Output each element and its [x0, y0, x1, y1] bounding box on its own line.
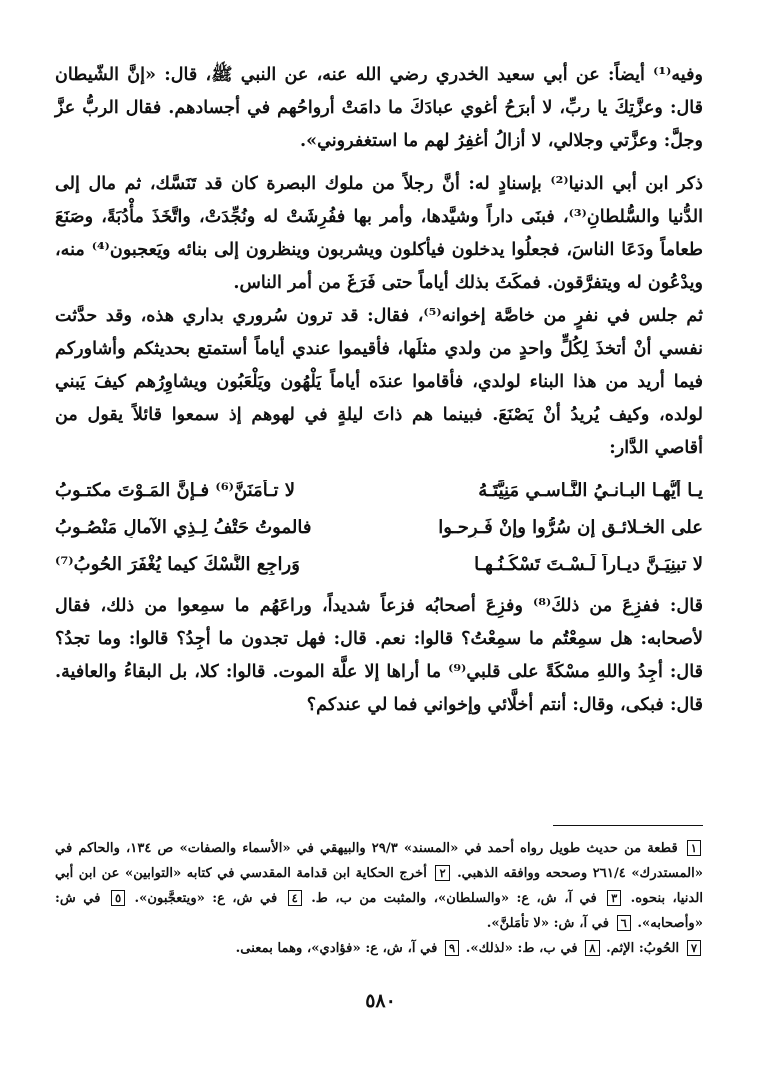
footnote-number: ٦: [617, 915, 631, 931]
footnote-text: في آ، ش، ع: «فؤادي»، وهما بمعنى.: [235, 941, 438, 956]
footnote: [466, 941, 602, 956]
verse-second-hemistich: وَراجِعِ النُّسْكَ كيما يُغْفَرَ الحُوبُ⁽⁷⁾: [55, 554, 300, 575]
footnote-number: ٤: [288, 890, 302, 906]
footnote: [487, 916, 633, 931]
verse-first-hemistich: يـا أيُّهـا البـانـيُ النَّـاسـي مَنِيَّتَـهُ: [478, 480, 703, 501]
verse-second-hemistich: فالموتُ حَتْفُ لِـذِي الآمالِ مَنْصُـوبُ: [55, 517, 312, 538]
footnote-text: في ش: «وأصحابه».: [55, 891, 703, 931]
footnote-number: ١: [687, 840, 701, 856]
footnote-text: في ش، ع: «ويتعجَّبون».: [134, 891, 278, 906]
poem-verse: [55, 472, 703, 509]
hadith-paragraph: وفيه⁽¹⁾ أيضاً: عن أبي سعيد الخدري رضي الله عنه، عن النبي ﷺ، قال: «إنَّ الشّيطان قال: وعزَّتِكَ يا ربِّ، لا أبرَحُ أغوي عبادَكَ ما دامَتْ أرواحُهم في أجسادهم. فقال الربُّ عزَّ وجلَّ: وعزَّتي وجلالي، لا أزالُ أغفِرُ لهم ما استغفروني».: [55, 64, 703, 151]
page-body: [55, 58, 703, 721]
footnote-number: ٧: [687, 940, 701, 956]
poem-verse: [55, 546, 703, 583]
footnote-number: ٥: [111, 890, 125, 906]
footnote: [134, 891, 303, 906]
poem: [55, 472, 703, 583]
footnotes: [55, 836, 703, 961]
story-paragraph-3: قال: ففزِعَ من ذلكَ⁽⁸⁾ وفزِعَ أصحابُه فزعاً شديداً، وراعَهُم ما سمِعوا من ذلك، فقال لأصحابه: هل سمِعْتُم ما سمِعْتُ؟ قالوا: نعم. قال: فهل تجدون ما أجِدُ؟ قالوا: وما تجدُ؟ قال: أجِدُ واللهِ مسْكَةً على قلبي⁽⁹⁾ ما أراها إلا علَّة الموت. قالوا: كلا، بل البقاءُ والعافية. قال: فبكى، وقال: أنتم أخلَّائي وإخواني فما لي عندكم؟: [55, 595, 703, 715]
footnote-text: في ب، ط: «لذلك».: [465, 941, 578, 956]
footnote: [606, 941, 703, 956]
footnote: [311, 891, 623, 906]
footnote-text: قطعة من حديث طويل رواه أحمد في «المسند» ٢٩/٣ والبيهقي في «الأسماء والصفات» ص ١٣٤، والحاكم في «المستدرك» ٢٦١/٤ وصححه ووافقه الذهبي.: [55, 841, 704, 881]
verse-first-hemistich: على الخـلائـق إن سُرُّوا وإنْ فَـرِحـوا: [438, 517, 703, 538]
footnote-text: في آ، ش، ع: «والسلطان»، والمثبت من ب، ط.: [311, 891, 597, 906]
verse-first-hemistich: لا تبنِيَـنَّ ديـاراً لَـسْـتَ تَسْكُـنُـهـا: [474, 554, 703, 575]
footnote-text: أخرج الحكاية ابن قدامة المقدسي في كتابه «التوابين» عن ابن أبي الدنيا، بنحوه.: [55, 866, 704, 906]
verse-second-hemistich: لا تـأمَنَنَّ⁽⁶⁾ فـإنَّ المَـوْتَ مكتـوبُ: [55, 480, 296, 501]
page-number: ٥٨٠: [365, 990, 396, 1012]
footnote-divider: [553, 825, 703, 826]
footnote-text: في آ، ش: «لا تأمَلنَّ».: [486, 916, 610, 931]
footnote-number: ٨: [585, 940, 599, 956]
footnote-text: الحُوبُ: الإثم.: [606, 941, 680, 956]
footnote: [236, 941, 462, 956]
story-paragraph-1: ذكر ابن أبي الدنيا⁽²⁾ بإسنادٍ له: أنَّ رجلاً من ملوك البصرة كان قد تَنَسَّك، ثم مال إلى الدُّنيا والسُّلطانِ⁽³⁾، فبنَى داراً وشيَّدها، وأمر بها ففُرِشَتْ له ونُجِّدَتْ، واتَّخَذَ مأْدُبَةً، وصَنَعَ طعاماً ودَعَا الناسَ، فجعلُوا يدخلون فيأكلون ويشربون وينظرون إلى بنائه ويَعجبون⁽⁴⁾ منه، ويدْعُون له ويتفرَّقون. فمكَثَ بذلك أياماً حتى فَرَغَ من أمر الناس.: [55, 173, 703, 293]
story-paragraph-2: ثم جلس في نفرٍ من خاصَّة إخوانه⁽⁵⁾، فقال: قد ترون سُروري بداري هذه، وقد حدَّثت نفسي أنْ أتخذَ لِكُلٍّ واحدٍ من ولدي مثلَها، فأقيموا عندي أياماً أستمتع بحديثكم وأشاوركم فيما أريد من هذا البناء لولدي، فأقاموا عندَه أياماً يَلْهُون ويَلْعَبُون ويشاوِرُهم كيفَ يَبني لولده، وكيف يُريدُ أنْ يَصْنَعَ. فبينما هم ذاتَ ليلةٍ في لهوهم إذ سمعوا قائلاً يقول من أقاصي الدَّار:: [55, 305, 703, 458]
footnote-number: ٣: [607, 890, 621, 906]
footnote-number: ٩: [445, 940, 459, 956]
poem-verse: [55, 509, 703, 546]
footnote-number: ٢: [435, 865, 449, 881]
